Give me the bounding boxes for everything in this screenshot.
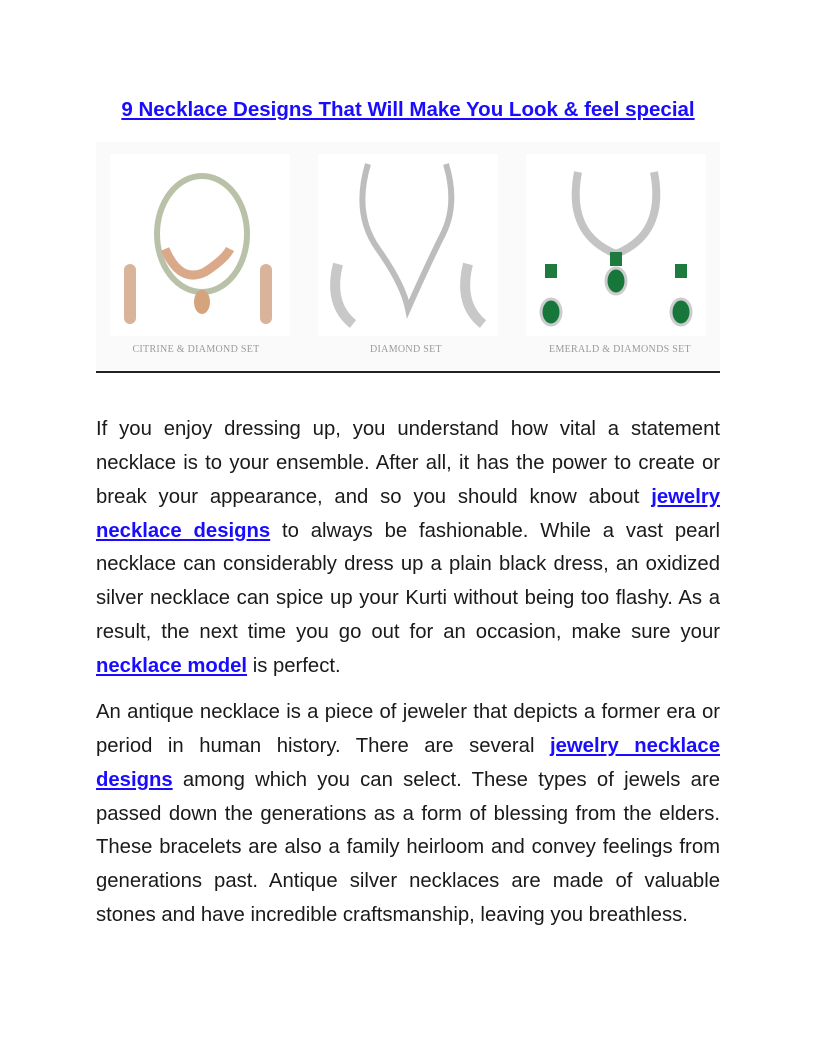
divider [96, 371, 720, 373]
caption-emerald: EMERALD & DIAMONDS SET [549, 344, 691, 355]
document-title [0, 98, 816, 122]
emerald-set-panel [526, 154, 706, 336]
text: If you enjoy dressing up, you understand how vital a statement necklace is to your ensemble. After all, it has the power to create or break your appearance, and so you should know about [96, 418, 720, 508]
citrine-necklace-image [110, 154, 290, 336]
diamond-necklace-image [318, 154, 498, 336]
citrine-set-panel [110, 154, 290, 336]
text: among which you can select. These types of jewels are passed down the generations as a form of blessing from the elders. These bracelets are also a family heirloom and convey feelings from generations past. Antique silver necklaces are made of valuable stones and have incredible craftsmanship, leaving you breathless. [96, 768, 720, 927]
paragraph-1 [96, 413, 720, 683]
caption-diamond: DIAMOND SET [370, 344, 442, 355]
diamond-set-panel [318, 154, 498, 336]
text: to always be fashionable. While a vast pearl necklace can considerably dress up a plain black dress, an oxidized silver necklace can spice up your Kurti without being too flashy. As a result, the next time you go out for an occasion, make sure your [96, 519, 720, 644]
emerald-necklace-image [526, 154, 706, 336]
title-link[interactable]: 9 Necklace Designs That Will Make You Look & feel special [121, 98, 695, 121]
link-jewelry-necklace-designs[interactable]: jewelry necklace designs [96, 735, 720, 791]
paragraph-2 [96, 696, 720, 933]
text: is perfect. [247, 654, 341, 677]
text: An antique necklace is a piece of jeweler that depicts a former era or period in human history. There are several [96, 701, 720, 758]
link-jewelry-necklace-designs[interactable]: jewelry necklace designs [96, 485, 720, 542]
link-necklace-model[interactable]: necklace model [96, 654, 248, 677]
necklace-sets-image [96, 142, 720, 370]
caption-citrine: CITRINE & DIAMOND SET [132, 344, 260, 355]
